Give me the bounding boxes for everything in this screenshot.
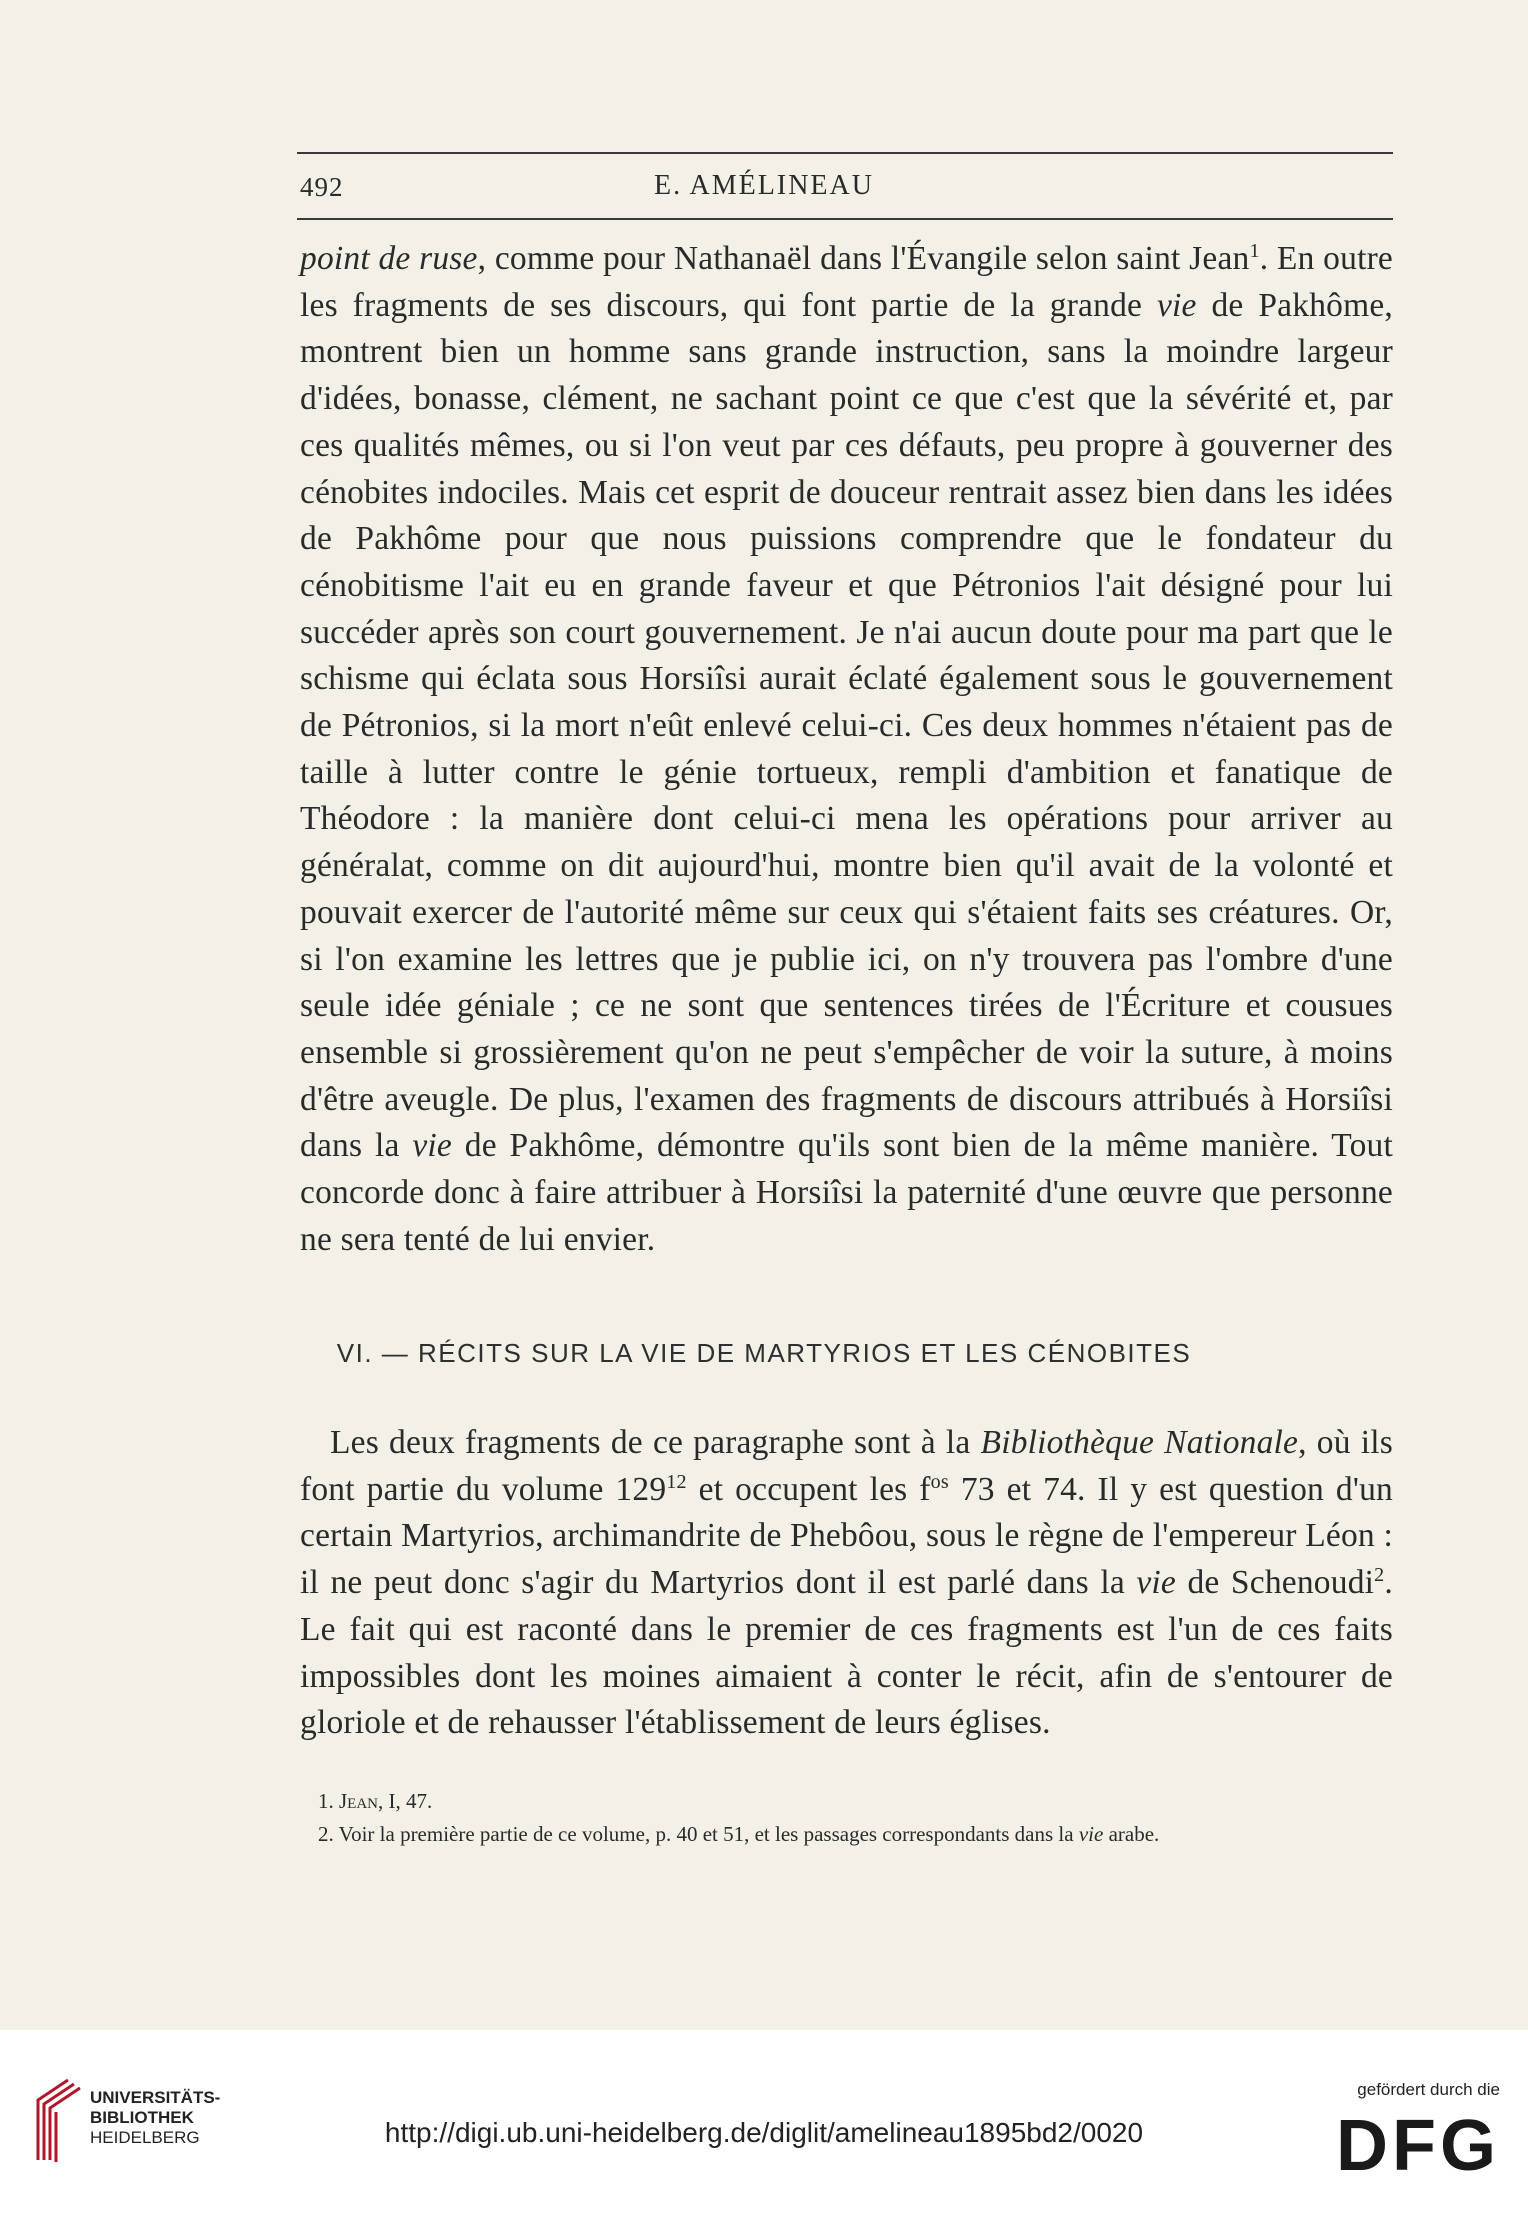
top-rule bbox=[297, 152, 1393, 154]
italic-phrase: Bibliothèque Nationale bbox=[980, 1424, 1299, 1461]
text-run: , comme pour Nathanaël dans l'Évangile selon saint Jean bbox=[477, 240, 1250, 277]
superscript: 12 bbox=[666, 1470, 687, 1493]
permalink-url[interactable]: http://digi.ub.uni-heidelberg.de/diglit/amelineau1895bd2/0020 bbox=[384, 2117, 1144, 2148]
footnote-1 bbox=[318, 1785, 1393, 1818]
header-rule bbox=[297, 218, 1393, 220]
text-run: , où ils font partie du volume 129 bbox=[300, 1424, 1393, 1508]
text-run: de Schenoudi bbox=[1176, 1564, 1375, 1602]
footnote-text: , I, 47. bbox=[378, 1789, 433, 1813]
footnote-2 bbox=[318, 1818, 1393, 1851]
text-run: de Pakhôme, montrent bien un homme sans grande instruction, sans la moindre largeur d'idées, bonasse, clément, ne sachant point ce que c'est que la sévérité et, par ces qualités mêmes, ou si l'on veut par ces défauts, peu propre à gouverner des cénobites indociles. Mais cet esprit de douceur rentrait assez bien dans les idées de Pakhôme pour que nous puissions comprendre que le fondateur du cénobitisme l'ait eu en grande faveur et que Pétronios l'ait désigné pour lui succéder après son court gouvernement. Je n'ai aucun doute pour ma part que le schisme qui éclata sous Horsiîsi aurait éclaté également sous le gouvernement de Pétronios, si la mort n'eût enlevé celui-ci. Ces deux hommes n'étaient pas de taille à lutter contre le génie tortueux, rempli d'ambition et fanatique de Théodore : la manière dont celui-ci mena les opérations pour arriver au généralat, comme on dit aujourd'hui, montre bien qu'il avait de la volonté et pouvait exercer de l'autorité même sur ceux qui s'étaient faits ses créatures. Or, si l'on examine les lettres que je publie ici, on n'y trouvera pas l'ombre d'une seule idée géniale ; ce ne sont que sentences tirées de l'Écriture et cousues ensemble si grossièrement qu'on ne peut s'empêcher de voir la suture, à moins d'être aveugle. De plus, l'examen des fragments de discours attribués à Horsiîsi dans la bbox=[300, 286, 1393, 1165]
footnote-number: 1. bbox=[318, 1789, 334, 1813]
text-run: et occupent les f bbox=[686, 1470, 931, 1508]
text-run: . En outre les fragments de ses discours, qui font partie de la grande bbox=[300, 240, 1393, 324]
italic-phrase: point de ruse bbox=[300, 240, 478, 277]
footnote-number: 2. bbox=[318, 1822, 334, 1846]
footnote-author: Jean bbox=[339, 1789, 378, 1813]
paragraph-2 bbox=[300, 1420, 1393, 1747]
text-run: de Pakhôme, démontre qu'ils sont bien de la même manière. Tout concorde donc à faire attribuer à Horsiîsi la paternité d'une œuvre que personne ne sera tenté de lui envier. bbox=[300, 1127, 1393, 1258]
text-run: Les deux fragments de ce paragraphe sont à la bbox=[330, 1424, 981, 1461]
footnotes bbox=[318, 1785, 1393, 1851]
italic-word: vie bbox=[412, 1127, 452, 1165]
dfg-logo: DFG bbox=[1336, 2106, 1500, 2186]
footnote-text: Voir la première partie de ce volume, p. 40 et 51, et les passages correspondants dans la bbox=[338, 1822, 1079, 1846]
library-line-2: BIBLIOTHEK bbox=[90, 2108, 194, 2127]
italic-word: vie bbox=[1136, 1564, 1177, 1602]
footnote-ref-1: 1 bbox=[1249, 239, 1260, 262]
library-line-1: UNIVERSITÄTS- bbox=[90, 2088, 221, 2107]
italic-word: vie bbox=[1078, 1822, 1104, 1846]
page-number: 492 bbox=[300, 172, 344, 202]
superscript: os bbox=[930, 1470, 949, 1493]
text-run: . Le fait qui est raconté dans le premier de ces fragments est l'un de ces faits impossibles dont les moines aimaient à conter le récit, afin de s'entourer de gloriole et de rehausser l'établissement de leurs églises. bbox=[300, 1564, 1393, 1742]
paragraph-1 bbox=[300, 236, 1393, 1263]
footnote-text: arabe. bbox=[1103, 1822, 1160, 1846]
library-line-3: HEIDELBERG bbox=[90, 2128, 200, 2147]
italic-word: vie bbox=[1156, 286, 1197, 324]
footnote-ref-2: 2 bbox=[1374, 1563, 1385, 1586]
text-run: 73 et 74. Il y est question d'un certain Martyrios, archimandrite de Phebôou, sous le règne de l'empereur Léon : il ne peut donc s'agir du Martyrios dont il est parlé dans la bbox=[300, 1470, 1393, 1602]
running-head: E. AMÉLINEAU bbox=[654, 170, 874, 201]
funder-label: gefördert durch die bbox=[1357, 2080, 1500, 2099]
section-heading: VI. — RÉCITS SUR LA VIE DE MARTYRIOS ET LES CÉNOBITES bbox=[336, 1338, 1192, 1368]
